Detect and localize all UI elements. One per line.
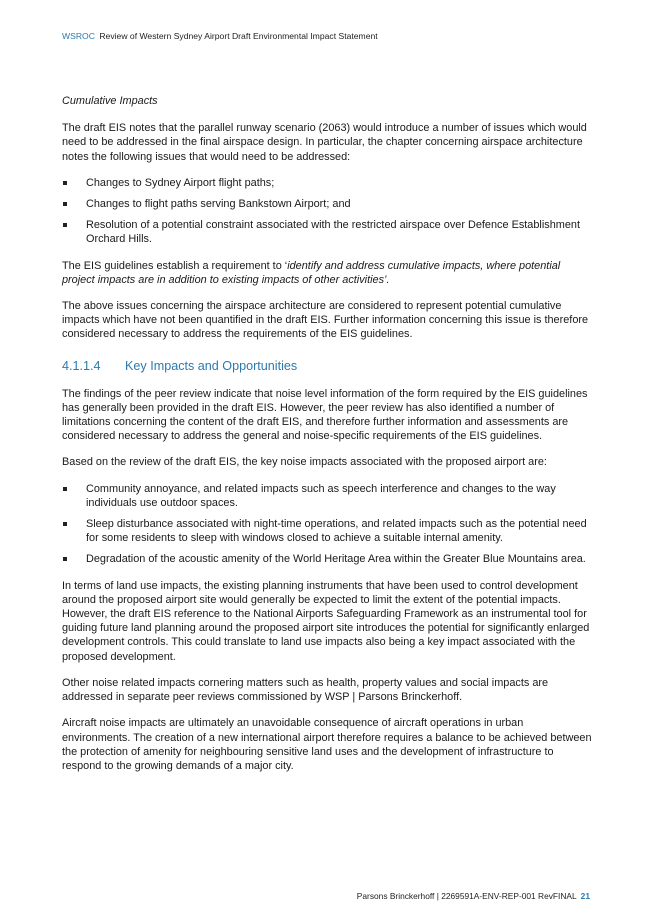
cumulative-impacts-heading: Cumulative Impacts — [62, 95, 158, 107]
guideline-lead-text: The EIS guidelines establish a requirement to ‘ — [62, 259, 288, 272]
cumulative-bullet-list — [62, 176, 592, 247]
page-footer — [357, 891, 590, 901]
list-item — [62, 552, 592, 566]
bullet-square-icon — [63, 181, 67, 185]
list-item — [62, 517, 592, 545]
list-item-text: Changes to Sydney Airport flight paths; — [86, 176, 275, 189]
bullet-square-icon — [63, 522, 67, 526]
cumulative-paragraph-2 — [62, 259, 592, 287]
list-item — [62, 218, 592, 246]
key-impacts-bullet-list — [62, 482, 592, 567]
list-item-text: Degradation of the acoustic amenity of the World Heritage Area within the Greater Blue Mountains area. — [86, 553, 586, 566]
cumulative-paragraph-1: The draft EIS notes that the parallel runway scenario (2063) would introduce a number of issues which would need to be addressed in the final airspace design. In particular, the chapter concerning airspace architecture notes the following issues that would need to be addressed: — [62, 122, 587, 163]
section-heading — [62, 358, 592, 374]
key-impacts-paragraph-5: Aircraft noise impacts are ultimately an unavoidable consequence of aircraft operations in urban environments. The creation of a new international airport therefore requires a balance to be achieved between the protection of amenity for neighbouring sensitive land uses and the development of infrastructure to respond to the growing demands of a major city. — [62, 717, 592, 772]
list-item — [62, 197, 592, 211]
list-item-text: Community annoyance, and related impacts such as speech interference and changes to the way individuals use outdoor spaces. — [86, 482, 556, 509]
bullet-square-icon — [63, 487, 67, 491]
key-impacts-paragraph-3: In terms of land use impacts, the existing planning instruments that have been used to control development around the proposed airport site would generally be expected to limit the extent of the potential impacts. However, the draft EIS reference to the National Airports Safeguarding Framework as an instrumental tool for guiding future land planning around the proposed airport site introduces the potential for significantly enlarged development controls. This could translate to land use impacts also being a key impact associated with the proposed development. — [62, 579, 590, 663]
page-header — [62, 31, 378, 41]
list-item-text: Sleep disturbance associated with night-time operations, and related impacts such as the potential need for some residents to sleep with windows closed to achieve a suitable internal amenity. — [86, 518, 587, 545]
page-number: 21 — [580, 891, 590, 901]
bullet-square-icon — [63, 202, 67, 206]
list-item — [62, 176, 592, 190]
list-item-text: Changes to flight paths serving Bankstown Airport; and — [86, 198, 351, 211]
footer-text: Parsons Brinckerhoff | 2269591A-ENV-REP-001 RevFINAL — [356, 891, 577, 901]
page-content — [62, 94, 592, 785]
list-item — [62, 482, 592, 510]
key-impacts-paragraph-1: The findings of the peer review indicate that noise level information of the form required by the EIS guidelines has generally been provided in the draft EIS. However, the peer review has also identified a number of limitations concerning the content of the draft EIS, and therefore further information and assessments are considered necessary to address the general and noise-specific requirements of the EIS guidelines. — [62, 387, 588, 443]
section-title: Key Impacts and Opportunities — [125, 358, 298, 373]
key-impacts-paragraph-2: Based on the review of the draft EIS, the key noise impacts associated with the proposed airport are: — [62, 456, 547, 469]
cumulative-paragraph-3: The above issues concerning the airspace architecture are considered to represent potential cumulative impacts which have not been quantified in the draft EIS. Further information concerning this issue is therefore considered necessary to address the requirements of the EIS guidelines. — [62, 300, 589, 341]
bullet-square-icon — [63, 223, 67, 227]
bullet-square-icon — [63, 557, 67, 561]
guideline-quote: identify and address cumulative impacts, where potential project impacts are in addition to existing impacts of other activities’. — [62, 259, 561, 286]
section-number: 4.1.1.4 — [62, 358, 101, 373]
list-item-text: Resolution of a potential constraint associated with the restricted airspace over Defence Establishment Orchard Hills. — [86, 219, 580, 246]
header-title: Review of Western Sydney Airport Draft Environmental Impact Statement — [99, 31, 378, 41]
header-org: WSROC — [62, 31, 95, 41]
key-impacts-paragraph-4: Other noise related impacts cornering matters such as health, property values and social impacts are addressed in separate peer reviews commissioned by WSP | Parsons Brinckerhoff. — [62, 676, 549, 704]
